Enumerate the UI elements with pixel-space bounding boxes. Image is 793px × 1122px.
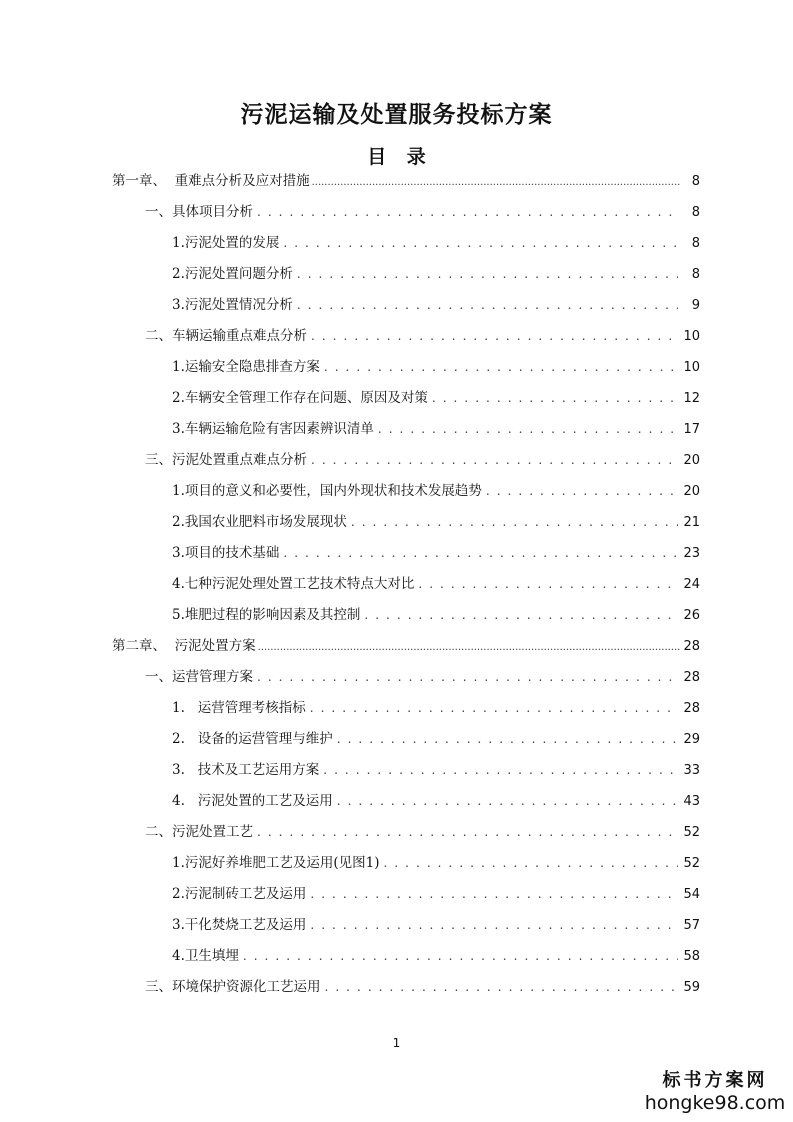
toc-entry-title: 4. 污泥处置的工艺及运用 — [172, 793, 333, 809]
toc-entry-page: 8 — [691, 174, 700, 189]
toc-subsection-entry[interactable] — [172, 914, 700, 936]
toc-entry-page: 20 — [683, 453, 700, 468]
toc-dot-leader — [378, 418, 678, 440]
toc-subsection-entry[interactable] — [172, 542, 700, 564]
toc-entry-title: 2.污泥制砖工艺及运用 — [172, 886, 307, 902]
toc-section-entry[interactable] — [145, 449, 700, 471]
toc-entry-title: 3.干化焚烧工艺及运用 — [172, 917, 307, 933]
toc-entry-title: 二、污泥处置工艺 — [145, 824, 253, 840]
toc-entry-page: 54 — [683, 887, 700, 902]
watermark-site-name: 标书方案网 — [662, 1070, 768, 1091]
toc-entry-title: 第二章、 污泥处置方案 — [112, 638, 256, 654]
toc-entry-page: 10 — [683, 360, 700, 375]
toc-entry-title: 一、运营管理方案 — [145, 669, 253, 685]
toc-entry-title: 1.项目的意义和必要性，国内外现状和技术发展趋势 — [172, 483, 482, 499]
toc-entry-page: 9 — [691, 298, 700, 313]
toc-subsection-entry[interactable] — [172, 697, 700, 719]
toc-entry-title: 三、环境保护资源化工艺运用 — [145, 979, 321, 995]
watermark-domain: hongke98.com — [644, 1092, 786, 1114]
toc-entry-page: 26 — [683, 608, 700, 623]
toc-subsection-entry[interactable] — [172, 573, 700, 595]
toc-chapter-entry[interactable] — [112, 170, 700, 192]
toc-dot-leader — [486, 480, 678, 502]
toc-dot-leader — [311, 449, 678, 471]
toc-subsection-entry[interactable] — [172, 294, 700, 316]
toc-entry-page: 8 — [691, 267, 700, 282]
toc-entry-title: 3.车辆运输危险有害因素辨识清单 — [172, 421, 374, 437]
toc-dot-leader — [418, 573, 678, 595]
toc-entry-title: 3.项目的技术基础 — [172, 545, 280, 561]
toc-dot-leader — [311, 325, 678, 347]
toc-subsection-entry[interactable] — [172, 883, 700, 905]
toc-entry-page: 20 — [683, 484, 700, 499]
toc-entry-title: 4.卫生填埋 — [172, 948, 239, 964]
toc-dot-leader — [297, 263, 678, 285]
toc-subsection-entry[interactable] — [172, 759, 700, 781]
toc-entry-title: 3.污泥处置情况分析 — [172, 297, 293, 313]
toc-dot-leader — [257, 201, 678, 223]
toc-subsection-entry[interactable] — [172, 418, 700, 440]
toc-subsection-entry[interactable] — [172, 480, 700, 502]
toc-dot-leader — [337, 728, 678, 750]
watermark-logo — [640, 1070, 790, 1114]
toc-entry-page: 23 — [683, 546, 700, 561]
toc-entry-page: 8 — [691, 205, 700, 220]
toc-entry-page: 29 — [683, 732, 700, 747]
toc-subsection-entry[interactable] — [172, 790, 700, 812]
toc-entry-page: 28 — [683, 639, 700, 654]
toc-entry-title: 2. 设备的运营管理与维护 — [172, 731, 333, 747]
toc-entry-title: 1.污泥处置的发展 — [172, 235, 280, 251]
toc-subsection-entry[interactable] — [172, 945, 700, 967]
toc-dot-leader — [324, 356, 678, 378]
toc-entry-title: 3. 技术及工艺运用方案 — [172, 762, 320, 778]
toc-entry-title: 5.堆肥过程的影响因素及其控制 — [172, 607, 361, 623]
toc-subsection-entry[interactable] — [172, 604, 700, 626]
toc-entry-page: 52 — [683, 856, 700, 871]
toc-entry-title: 二、车辆运输重点难点分析 — [145, 328, 307, 344]
toc-entry-page: 33 — [683, 763, 700, 778]
toc-subsection-entry[interactable] — [172, 511, 700, 533]
toc-entry-title: 第一章、 重难点分析及应对措施 — [112, 173, 310, 189]
toc-entry-title: 4.七种污泥处理处置工艺技术特点大对比 — [172, 576, 415, 592]
page-number: 1 — [392, 1036, 401, 1050]
toc-section-entry[interactable] — [145, 666, 700, 688]
toc-dot-leader — [310, 883, 678, 905]
toc-entry-title: 1.污泥好养堆肥工艺及运用(见图1) — [172, 855, 380, 871]
toc-entry-title: 2.污泥处置问题分析 — [172, 266, 293, 282]
toc-subsection-entry[interactable] — [172, 728, 700, 750]
toc-subsection-entry[interactable] — [172, 263, 700, 285]
toc-entry-title: 2.我国农业肥料市场发展现状 — [172, 514, 347, 530]
toc-entry-page: 8 — [691, 236, 700, 251]
toc-heading: 目 录 — [367, 146, 426, 168]
toc-dot-leader — [243, 945, 678, 967]
toc-entry-page: 10 — [683, 329, 700, 344]
toc-dot-leader — [310, 697, 678, 719]
toc-entry-page: 59 — [683, 980, 700, 995]
toc-section-entry[interactable] — [145, 821, 700, 843]
toc-entry-title: 三、污泥处置重点难点分析 — [145, 452, 307, 468]
toc-dot-leader — [257, 666, 678, 688]
toc-entry-title: 1. 运营管理考核指标 — [172, 700, 306, 716]
toc-dot-leader — [283, 542, 678, 564]
toc-dot-leader — [297, 294, 678, 316]
toc-entry-page: 17 — [683, 422, 700, 437]
toc-dot-leader — [310, 914, 678, 936]
toc-entry-page: 58 — [683, 949, 700, 964]
toc-entry-page: 28 — [683, 701, 700, 716]
toc-subsection-entry[interactable] — [172, 356, 700, 378]
toc-dot-leader — [337, 790, 678, 812]
toc-subsection-entry[interactable] — [172, 852, 700, 874]
toc-dot-leader — [432, 387, 678, 409]
toc-subsection-entry[interactable] — [172, 387, 700, 409]
toc-section-entry[interactable] — [145, 325, 700, 347]
toc-dot-leader — [325, 976, 679, 998]
toc-chapter-entry[interactable] — [112, 635, 700, 657]
toc-entry-page: 21 — [683, 515, 700, 530]
toc-subsection-entry[interactable] — [172, 232, 700, 254]
toc-entry-page: 43 — [683, 794, 700, 809]
toc-dot-leader — [257, 821, 678, 843]
toc-dot-leader — [258, 637, 680, 659]
toc-section-entry[interactable] — [145, 976, 700, 998]
toc-dot-leader — [323, 759, 678, 781]
toc-entry-page: 24 — [683, 577, 700, 592]
toc-entry-title: 2.车辆安全管理工作存在问题、原因及对策 — [172, 390, 428, 406]
toc-entry-title: 1.运输安全隐患排查方案 — [172, 359, 320, 375]
toc-entry-title: 一、具体项目分析 — [145, 204, 253, 220]
toc-entry-page: 12 — [683, 391, 700, 406]
toc-dot-leader — [312, 172, 680, 194]
toc-entry-page: 57 — [683, 918, 700, 933]
toc-entry-page: 28 — [683, 670, 700, 685]
toc-dot-leader — [283, 232, 678, 254]
toc-dot-leader — [351, 511, 678, 533]
toc-section-entry[interactable] — [145, 201, 700, 223]
document-title: 污泥运输及处置服务投标方案 — [240, 102, 553, 128]
toc-dot-leader — [364, 604, 678, 626]
toc-dot-leader — [384, 852, 678, 874]
toc-entry-page: 52 — [683, 825, 700, 840]
